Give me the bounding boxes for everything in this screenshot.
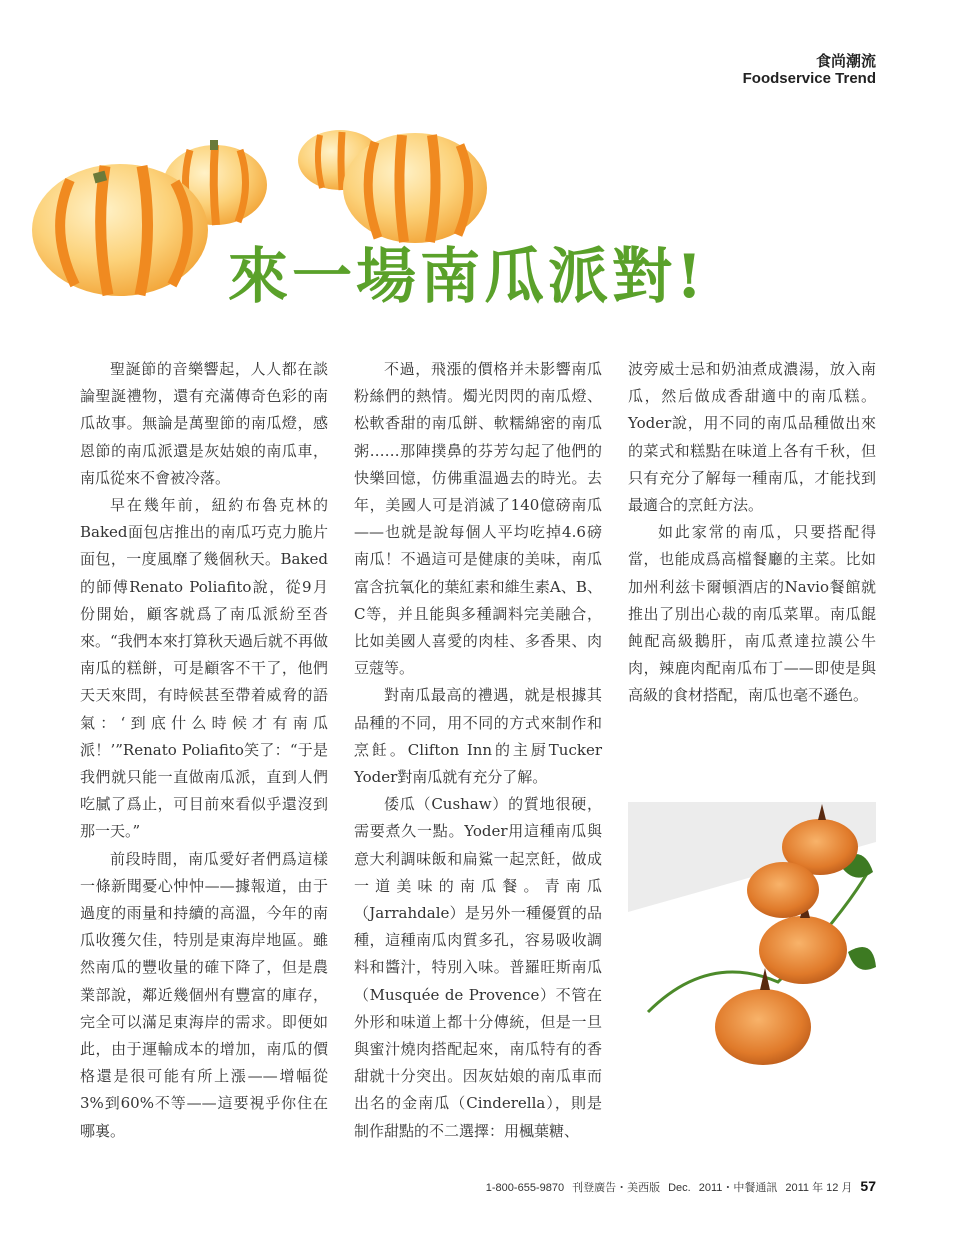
article-column-2 [354,356,602,1145]
pumpkin-large-left [32,164,208,296]
section-title-english: Foodservice Trend [742,70,876,87]
paragraph: 早在幾年前，紐約布魯克林的Baked面包店推出的南瓜巧克力脆片面包，一度風靡了幾個秋天。Baked的師傅Renato Poliafito說，從9月份開始，顧客就爲了南瓜派紛至沓來。“我們本來打算秋天過后就不再做南瓜的糕餅，可是顧客不干了，他們天天來問，有時候甚至帶着威脅的語氣：‘到底什么時候才有南瓜派！’”Renato Poliafito笑了：“于是我們就只能一直做南瓜派，直到人們吃膩了爲止，可目前來看似乎還沒到那一天。” [80,496,328,841]
paragraph: 倭瓜（Cushaw）的質地很硬，需要煮久一點。Yoder用這種南瓜與意大利調味飯和扁鯊一起烹飪，做成一道美味的南瓜餐。青南瓜（Jarrahdale）是另外一種優質的品種，這種南瓜肉質多孔，容易吸收調料和醬汁，特別入味。普羅旺斯南瓜（Musquée de Provence）不管在外形和味道上都十分傳統，但是一旦與蜜汁燒肉搭配起來，南瓜特有的香甜就十分突出。因灰姑娘的南瓜車而出名的金南瓜（Cinderella），則是制作甜點的不二選擇：用楓葉糖、 [354,795,602,1140]
page-number: 57 [860,1178,876,1194]
paragraph: 如此家常的南瓜，只要搭配得當，也能成爲高檔餐廳的主菜。比如加州利兹卡爾頓酒店的Navio餐館就推出了別出心裁的南瓜菜單。南瓜餛飩配高級鵝肝，南瓜煮達拉謨公牛肉，辣鹿肉配南瓜布丁——即使是與高級的食材搭配，南瓜也毫不遜色。 [628,523,876,705]
paragraph: 不過，飛漲的價格并未影響南瓜粉絲們的熱情。燭光閃閃的南瓜燈、松軟香甜的南瓜餅、軟糯綿密的南瓜粥……那陣撲鼻的芬芳勾起了他們的快樂回憶，仿佛重温過去的時光。去年，美國人可是消滅了140億磅南瓜——也就是說每個人平均吃掉4.6磅南瓜！不過這可是健康的美味，南瓜富含抗氧化的葉紅素和維生素A、B、C等，并且能與多種調料完美融合，比如美國人喜愛的肉桂、多香果、肉豆蔻等。 [354,360,602,678]
paragraph: 前段時間，南瓜愛好者們爲這樣一條新聞憂心忡忡——據報道，由于過度的雨量和持續的高溫，今年的南瓜收獲欠佳，特別是東海岸地區。雖然南瓜的豐收量的確下降了，但是農業部說，鄰近幾個州有豐富的庫存，完全可以滿足東海岸的需求。即便如此，由于運輸成本的增加，南瓜的價格還是很可能有所上漲——增幅從3%到60%不等——這要視乎你住在哪裏。 [80,849,328,1140]
section-title-chinese: 食尚潮流 [815,52,876,70]
footer-month: Dec. [668,1182,691,1194]
article-title: 來一場南瓜派對! [228,242,707,312]
article-column-3 [628,356,876,710]
paragraph: 聖誕節的音樂響起，人人都在談論聖誕禮物，還有充滿傳奇色彩的南瓜故事。無論是萬聖節的南瓜燈，感恩節的南瓜派還是灰姑娘的南瓜車，南瓜從來不會被冷落。 [80,360,328,487]
footer-date: 2011 年 12 月 [785,1182,853,1194]
paragraph: 對南瓜最高的禮遇，就是根據其品種的不同，用不同的方式來制作和烹飪。Clifton Inn的主厨Tucker Yoder對南瓜就有充分了解。 [354,686,602,787]
pumpkin-large-right [343,133,487,243]
article-column-1 [80,356,328,1145]
footer-ad-text: 刊登廣告・美西版 [572,1182,661,1194]
section-header [743,52,876,88]
paragraph: 波旁威士忌和奶油煮成濃湯，放入南瓜，然后做成香甜適中的南瓜糕。Yoder說，用不同的南瓜品種做出來的菜式和糕點在味道上各有千秋，但只有充分了解每一種南瓜，才能找到最適合的烹飪方法。 [628,360,876,515]
dessert-image [628,802,876,1117]
page-footer [486,1178,876,1195]
pumpkin-dessert-photo [628,802,876,1117]
footer-publication: 2011・中餐通訊 [698,1182,778,1194]
dessert-pumpkin [747,862,819,918]
footer-phone: 1-800-655-9870 [485,1182,565,1194]
